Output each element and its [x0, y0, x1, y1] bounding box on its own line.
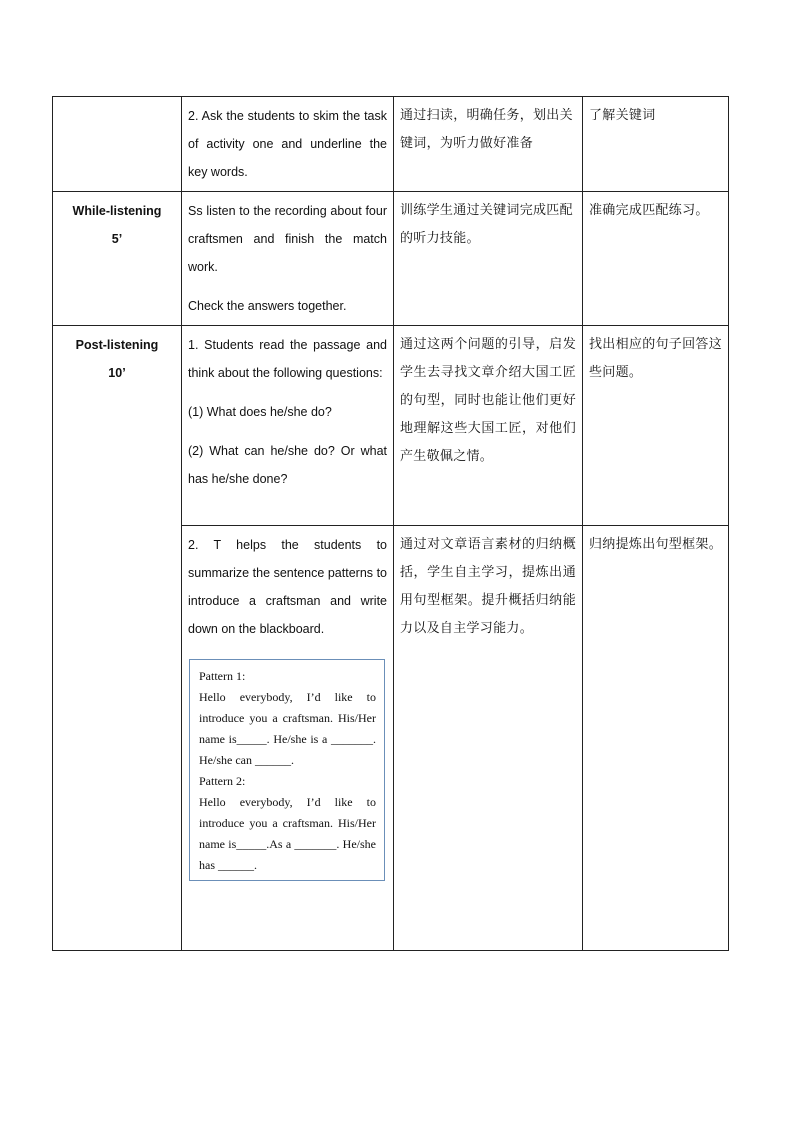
activity-text: Check the answers together.: [188, 299, 347, 313]
stage-cell-empty: [53, 97, 182, 192]
stage-name: Post-listening: [75, 338, 159, 352]
effect-cell: [583, 326, 729, 526]
table-row: [53, 97, 729, 192]
purpose-cell: [394, 526, 583, 951]
activity-text: Ss listen to the recording about four craftsmen and finish the match work.: [188, 204, 387, 274]
activity-text: 2. Ask the students to skim the task of activity one and underline the key words.: [188, 109, 387, 179]
effect-text: 了解关键词: [589, 108, 656, 123]
effect-cell: [583, 97, 729, 192]
stage-cell: [53, 192, 182, 326]
lesson-plan-table: [52, 96, 729, 951]
stage-time: 5’: [111, 232, 123, 246]
purpose-cell: [394, 326, 583, 526]
activity-cell: [182, 192, 394, 326]
purpose-cell: [394, 192, 583, 326]
pattern-2-title: Pattern 2:: [199, 774, 246, 788]
effect-text: 准确完成匹配练习。: [589, 203, 709, 218]
activity-cell: [182, 326, 394, 526]
purpose-text: 通过这两个问题的引导，启发学生去寻找文章介绍大国工匠的句型，同时也能让他们更好地理解这些大国工匠，对他们产生敬佩之情。: [400, 337, 576, 464]
table-row: [53, 326, 729, 526]
stage-name: While-listening: [72, 204, 162, 218]
purpose-text: 训练学生通过关键词完成匹配的听力技能。: [400, 203, 573, 246]
activity-cell: [182, 97, 394, 192]
activity-text: 1. Students read the passage and think about the following questions:: [188, 338, 387, 380]
purpose-text: 通过对文章语言素材的归纳概括，学生自主学习，提炼出通用句型框架。提升概括归纳能力以及自主学习能力。: [400, 537, 576, 636]
purpose-cell: [394, 97, 583, 192]
purpose-text: 通过扫读，明确任务，划出关键词，为听力做好准备: [400, 108, 573, 151]
stage-cell: [53, 326, 182, 951]
effect-text: 找出相应的句子回答这些问题。: [589, 337, 723, 380]
question-1: (1) What does he/she do?: [188, 405, 332, 419]
effect-text: 归纳提炼出句型框架。: [589, 537, 723, 552]
pattern-2-text: Hello everybody, I’d like to introduce you a craftsman. His/Her name is_____.As a _______. He/she has ______.: [199, 795, 376, 872]
activity-text: 2. T helps the students to summarize the sentence patterns to introduce a craftsman and write down on the blackboard.: [188, 538, 387, 636]
pattern-box: [189, 659, 385, 881]
activity-cell: [182, 526, 394, 951]
question-2: (2) What can he/she do? Or what has he/she done?: [188, 444, 387, 486]
pattern-1-title: Pattern 1:: [199, 669, 246, 683]
effect-cell: [583, 192, 729, 326]
effect-cell: [583, 526, 729, 951]
stage-time: 10’: [108, 366, 126, 380]
table-row: [53, 192, 729, 326]
pattern-1-text: Hello everybody, I’d like to introduce you a craftsman. His/Her name is_____. He/she is a _______. He/she can ______.: [199, 690, 376, 767]
